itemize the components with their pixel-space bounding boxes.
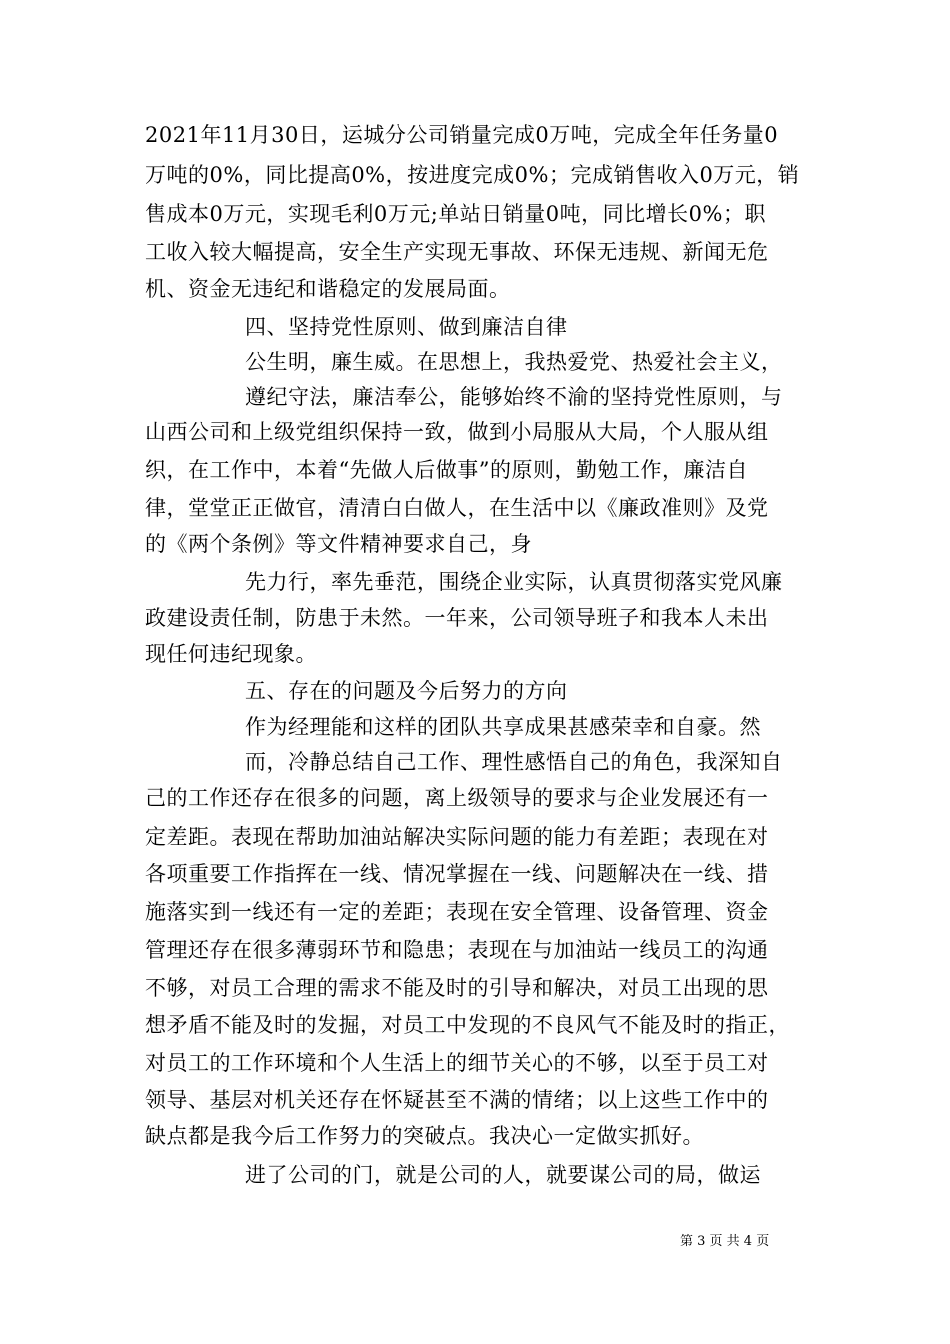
text-line: 山西公司和上级党组织保持一致，做到小局服从大局，个人服从组 (145, 420, 769, 444)
text-line: 工收入较大幅提高，安全生产实现无事故、环保无违规、新闻无危 (145, 240, 769, 264)
text-line: 想矛盾不能及时的发掘，对员工中发现的不良风气不能及时的指正， (145, 1013, 790, 1037)
text-line: 对员工的工作环境和个人生活上的细节关心的不够，以至于员工对 (145, 1051, 769, 1075)
section-heading: 四、坚持党性原则、做到廉洁自律 (245, 315, 568, 339)
section-heading: 五、存在的问题及今后努力的方向 (245, 679, 568, 703)
text-line: 万吨的0%，同比提高0%，按进度完成0%；完成销售收入0万元，销 (145, 163, 800, 187)
text-line: 管理还存在很多薄弱环节和隐患；表现在与加油站一线员工的沟通 (145, 938, 769, 962)
text-line: 机、资金无违纪和谐稳定的发展局面。 (145, 277, 511, 301)
text-line: 现任何违纪现象。 (145, 642, 317, 666)
text-line: 领导、基层对机关还存在怀疑甚至不满的情绪；以上这些工作中的 (145, 1088, 769, 1112)
text-line: 施落实到一线还有一定的差距；表现在安全管理、设备管理、资金 (145, 900, 769, 924)
text-line: 织，在工作中，本着“先做人后做事”的原则，勤勉工作，廉洁自 (145, 458, 748, 482)
text-line: 不够，对员工合理的需求不能及时的引导和解决，对员工出现的思 (145, 976, 769, 1000)
text-line: 作为经理能和这样的团队共享成果甚感荣幸和自豪。然 (245, 715, 761, 739)
text-line: 缺点都是我今后工作努力的突破点。我决心一定做实抓好。 (145, 1124, 704, 1148)
page-number: 第 3 页 共 4 页 (680, 1234, 770, 1249)
text-line: 的《两个条例》等文件精神要求自己，身 (145, 532, 532, 556)
text-line: 律，堂堂正正做官，清清白白做人，在生活中以《廉政准则》及党 (145, 496, 769, 520)
text-line: 先力行，率先垂范，围绕企业实际，认真贯彻落实党风廉 (245, 570, 783, 594)
text-line: 2021年11月30日，运城分公司销量完成0万吨，完成全年任务量0 (145, 123, 779, 147)
text-line: 政建设责任制，防患于未然。一年来，公司领导班子和我本人未出 (145, 606, 769, 630)
text-line: 售成本0万元，实现毛利0万元;单站日销量0吨，同比增长0%；职 (145, 202, 766, 226)
text-line: 己的工作还存在很多的问题，离上级领导的要求与企业发展还有一 (145, 786, 769, 810)
text-line: 定差距。表现在帮助加油站解决实际问题的能力有差距；表现在对 (145, 825, 769, 849)
text-line: 进了公司的门，就是公司的人，就要谋公司的局，做运 (245, 1163, 761, 1187)
text-line: 遵纪守法，廉洁奉公，能够始终不渝的坚持党性原则，与 (245, 385, 783, 409)
text-line: 而，冷静总结自己工作、理性感悟自己的角色，我深知自 (245, 750, 783, 774)
text-line: 公生明，廉生威。在思想上，我热爱党、热爱社会主义， (245, 350, 783, 374)
text-line: 各项重要工作指挥在一线、情况掌握在一线、问题解决在一线、措 (145, 862, 769, 886)
